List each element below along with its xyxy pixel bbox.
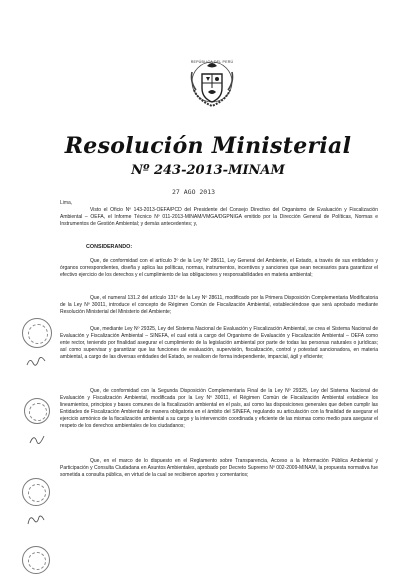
paragraph-2: Que, el numeral 131.2 del artículo 131º de la Ley Nº 28611, modificado por la Primera Disposición Complementaria Modificatoria de la Ley Nº 30011, introduce el concepto de Régimen Común de Fiscalización Ambiental, estableciéndose que será aprobado mediante Resolución Ministerial del Ministerio del Ambiente; — [60, 295, 378, 315]
margin-seal-1 — [22, 318, 52, 348]
margin-initials-mark — [28, 432, 46, 446]
margin-seal-2 — [24, 398, 50, 424]
paragraph-1: Que, de conformidad con el artículo 3º de la Ley Nº 28611, Ley General del Ambiente, el Estado, a través de sus entidades y órganos correspondientes, diseña y aplica las políticas, normas, instrumentos, incentivos y sanciones que sean necesarios para garantizar el efectivo ejercicio de los derechos y el cumplimiento de las obligaciones y responsabilidades en materia ambiental; — [60, 258, 378, 278]
document-title: Resolución Ministerial — [64, 133, 352, 159]
resolution-number: Nº 243-2013-MINAM — [131, 163, 285, 178]
place-label: Lima, — [60, 200, 73, 206]
margin-seal-4 — [22, 546, 50, 574]
visto-paragraph: Visto el Oficio Nº 143-2013-OEFA/PCD del Presidente del Consejo Directivo del Organismo de Evaluación y Fiscalización Ambiental – OEFA, el Informe Técnico Nº 011-2013-MINAM/VMGA/DGPNIGA emitido por la Dirección General de Políticas, Normas e Instrumentos de Gestión Ambiental; y demás antecedentes; y, — [60, 207, 378, 227]
crest-caption: REPÚBLICA DEL PERÚ — [190, 60, 234, 64]
paragraph-4: Que, de conformidad con la Segunda Disposición Complementaria Final de la Ley Nº 29325, Ley del Sistema Nacional de Evaluación y Fiscalización Ambiental, modificada por la Ley Nº 30011, el Régimen Común de Fiscalización Ambiental establece los lineamientos, principios y bases comunes de la fiscalización ambiental en el país, así como las disposiciones generales que deben cumplir las Entidades de Fiscalización Ambiental de manera obligatoria en el ámbito del SINEFA, regulando su articulación con la finalidad de asegurar el ejercicio armónico de la fiscalización ambiental a su cargo y la intervención coordinada y eficiente de las mismas como medio para asegurar el respeto de los derechos ambientales de los ciudadanos; — [60, 388, 378, 429]
margin-signature-mark — [26, 356, 46, 370]
considerando-heading: CONSIDERANDO: — [86, 244, 133, 250]
paragraph-3: Que, mediante Ley Nº 29325, Ley del Sistema Nacional de Evaluación y Fiscalización Ambiental, se crea el Sistema Nacional de Evaluación y Fiscalización Ambiental – SINEFA, el cual está a cargo del Organismo de Evaluación y Fiscalización Ambiental – OEFA como ente rector, teniendo por finalidad asegurar el cumplimiento de la legislación ambiental por parte de todas las personas naturales o jurídicas; así como supervisar y garantizar que las funciones de evaluación, supervisión, fiscalización, control y potestad sancionadora, en materia ambiental, a cargo de las diversas entidades del Estado, se realicen de forma independiente, imparcial, ágil y eficiente; — [60, 326, 378, 360]
date-stamp: 27 AGO 2013 — [172, 188, 216, 196]
margin-seal-3 — [22, 478, 50, 506]
margin-signature-mark-2 — [26, 512, 46, 528]
paragraph-5: Que, en el marco de lo dispuesto en el Reglamento sobre Transparencia, Acceso a la Información Pública Ambiental y Participación y Consulta Ciudadana en Asuntos Ambientales, aprobado por Decreto Supremo Nº 002-2009-MINAM, la propuesta normativa fue sometida a consulta pública, en virtud de la cual se recibieron aportes y comentarios; — [60, 458, 378, 478]
